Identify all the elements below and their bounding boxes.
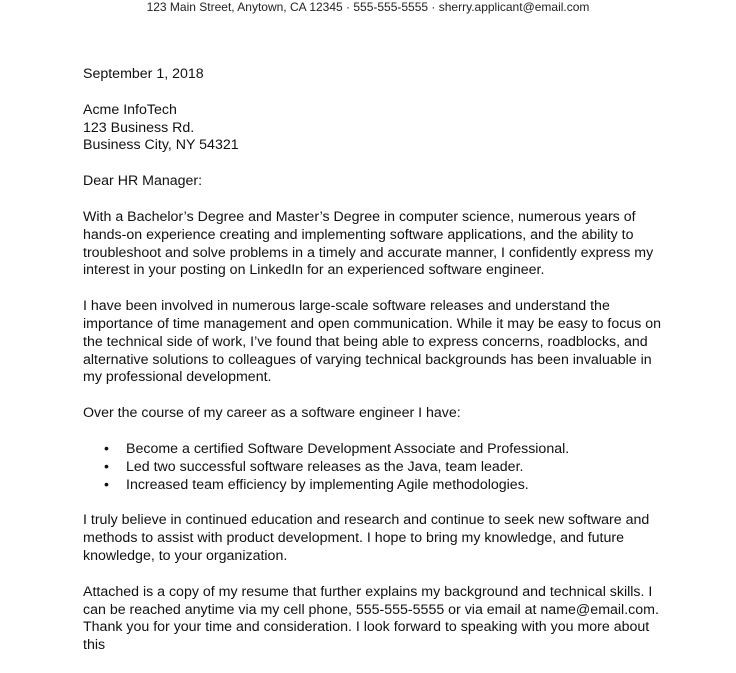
paragraph-2: I have been involved in numerous large-scale software releases and understand the importance of time management and open communication. While it may be easy to focus on the technical side of work, I’ve found that being able to express concerns, roadblocks, and alternative solutions to colleagues of varying technical backgrounds has been invaluable in my professional development. xyxy=(83,298,662,386)
list-item xyxy=(83,459,663,477)
recipient-company: Acme InfoTech xyxy=(83,101,177,118)
letter-date: September 1, 2018 xyxy=(83,66,204,82)
list-item xyxy=(83,477,663,495)
bullet-icon: • xyxy=(104,440,109,457)
letter-body xyxy=(83,66,663,673)
list-item xyxy=(83,441,663,459)
paragraph-4: I truly believe in continued education and research and continue to seek new software and methods to assist with product development. I hope to bring my knowledge, and future knowledge, to your organization. xyxy=(83,512,650,564)
paragraph-3: Over the course of my career as a software engineer I have: xyxy=(83,405,461,422)
bullet-icon: • xyxy=(104,458,109,475)
recipient-city: Business City, NY 54321 xyxy=(83,137,239,154)
paragraph-1: With a Bachelor’s Degree and Master’s Degree in computer science, numerous years of hands-on experience creating and implementing software applications, and the ability to troubleshoot and solve problems in a timely and accurate manner, I confidently express my interest in your posting on LinkedIn for an experienced software engineer. xyxy=(83,208,654,279)
recipient-address xyxy=(83,102,663,155)
list-item-text: Become a certified Software Development Associate and Professional. xyxy=(126,440,570,457)
contact-header: 123 Main Street, Anytown, CA 12345 · 555-555-5555 · sherry.applicant@email.com xyxy=(146,0,590,14)
accomplishment-list xyxy=(83,441,663,494)
bullet-icon: • xyxy=(104,476,109,493)
list-item-text: Led two successful software releases as the Java, team leader. xyxy=(126,458,524,475)
recipient-street: 123 Business Rd. xyxy=(83,119,195,136)
salutation: Dear HR Manager: xyxy=(83,173,203,190)
list-item-text: Increased team efficiency by implementing Agile methodologies. xyxy=(126,476,529,493)
paragraph-5: Attached is a copy of my resume that further explains my background and technical skills. I can be reached anytime via my cell phone, 555-555-5555 or via email at name@email.com. Thank you for your time and consideration. I look forward to speaking with you more about this xyxy=(83,583,659,654)
